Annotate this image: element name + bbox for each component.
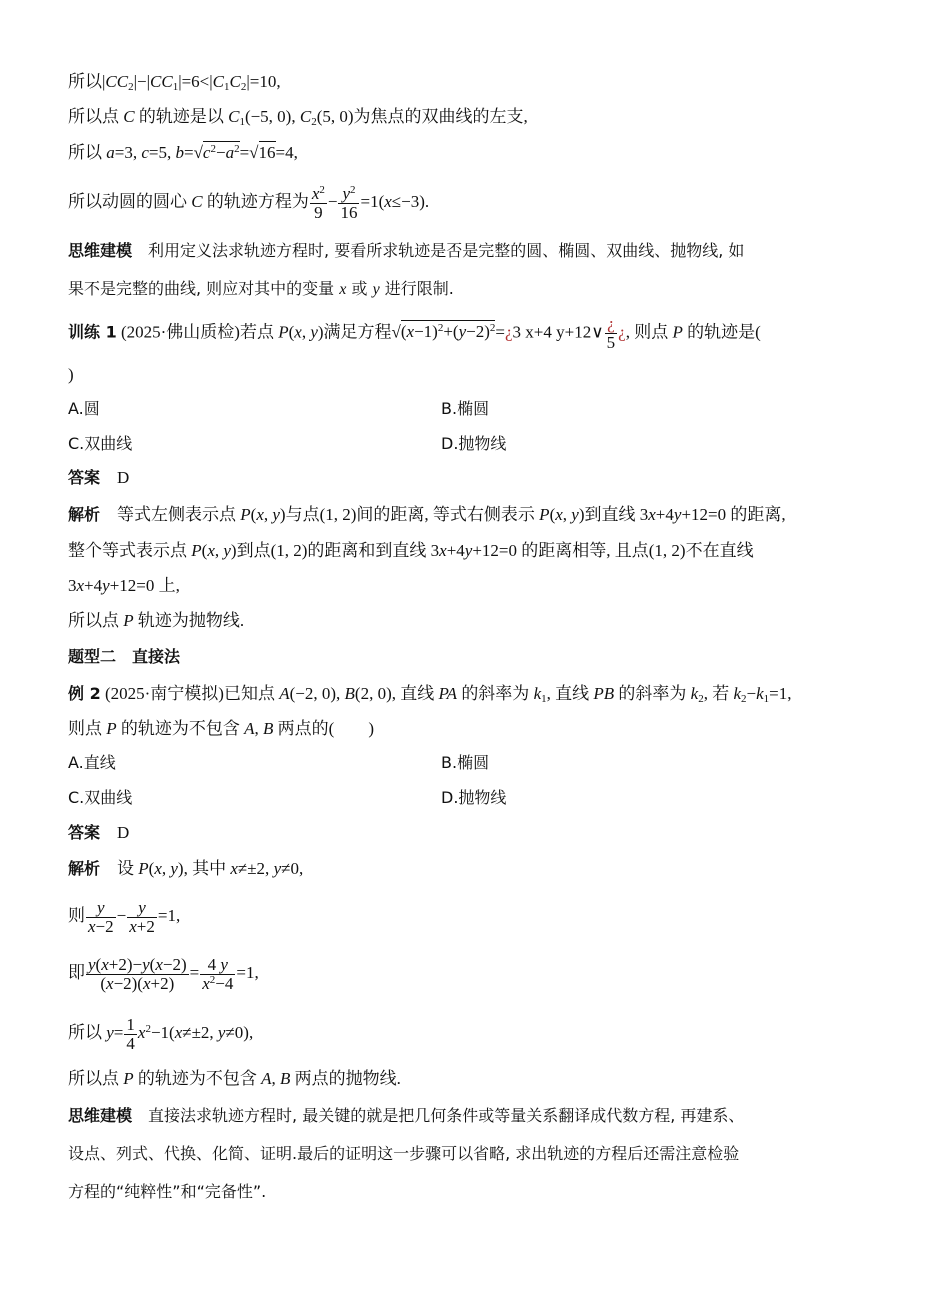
proof-line-4: 所以动圆的圆心 C 的轨迹方程为 $\frac{x^2}{9}$ − $\frac{y^2}{16}$ =1(x≤−3). [68,183,430,222]
fraction-one-quarter: $\frac{1}{4}$ [126,1014,135,1053]
fraction-4y-over-x2-4: $\frac{4 y}{x^2-4}$ [202,954,234,993]
example-2-line-2: 则点 P 的轨迹为不包含 A, B 两点的( ) [68,719,374,738]
solution-1-line-1: 解析 等式左侧表示点 P(x, y)与点(1, 2)间的距离, 等式右侧表示 P(x, y)到直线 3x+4y+12=0 的距离, [68,505,786,524]
exercise-1-close-paren: ) [68,365,74,384]
option-b-2[interactable]: B.椭圆 [441,753,490,772]
section-title-direct-method: 题型二 直接法 [68,647,181,666]
proof-line-3: 所以 a=3, c=5, $b=√c^2-a^2=√16=4$, [68,143,298,162]
tip-1-line-2: 果不是完整的曲线, 则应对其中的变量 x 或 y 进行限制. [68,279,454,298]
solution-2-line-4: 所以 y= $\frac{1}{4}$ $x^2-1(x\ne\pm 2$, y≠0), [68,1014,254,1053]
fraction-over-5: $\frac{¿}{5}$ [606,314,616,352]
tip-2-line-3: 方程的“纯粹性”和“完备性”. [68,1182,267,1201]
solution-2-line-3: 即 $\frac{y(x+2)-y(x-2)}{(x-2)(x+2)}$ = $\frac{4 y}{x^2-4}$ =1, [68,954,259,993]
fraction-y-over-x-minus-2: $\frac{y}{x-2}$ [88,897,114,936]
solution-1-line-2: 整个等式表示点 P(x, y)到点(1, 2)的距离和到直线 3x+4y+12=0 的距离相等, 且点(1, 2)不在直线 [68,541,754,560]
example-2-line-1: 例 2 (2025·南宁模拟)已知点 A(−2, 0), B(2, 0), 直线 PA 的斜率为 $k_1$, 直线 PB 的斜率为 $k_2$, 若 $k_2-k_1=1$, [68,684,792,705]
proof-line-1: 所以$|CC_2|-|CC_1|=6<|C_1C_2|=10$, [68,72,281,93]
option-c[interactable]: C.双曲线 [68,434,133,453]
answer-1: 答案 D [68,468,130,487]
solution-2-line-2: 则 $\frac{y}{x-2}$ − $\frac{y}{x+2}$ =1, [68,897,181,936]
exercise-1-line-1: 训练 1 (2025·佛山质检)若点 P(x, y)满足方程$√(x-1)^2+(y-2)^2=¿3$ x+4 y+12∨ $\frac{¿}{5}$ ¿, 则点 P 的轨迹是( [68,314,761,352]
option-a[interactable]: A.圆 [68,399,100,418]
tip-1-line-1: 思维建模 利用定义法求轨迹方程时, 要看所求轨迹是否是完整的圆、椭圆、双曲线、抛物线, 如 [68,241,745,260]
option-a-2[interactable]: A.直线 [68,753,116,772]
solution-1-line-3: 3x+4y+12=0 上, [68,576,180,595]
proof-line-2: 所以点 C 的轨迹是以 $C_1(-5$, 0), $C_2(5$, 0)为焦点的双曲线的左支, [68,107,528,128]
option-b[interactable]: B.椭圆 [441,399,490,418]
solution-1-line-4: 所以点 P 轨迹为抛物线. [68,611,245,630]
tip-2-line-2: 设点、列式、代换、化简、证明.最后的证明这一步骤可以省略, 求出轨迹的方程后还需注意检验 [68,1144,740,1163]
tip-2-line-1: 思维建模 直接法求轨迹方程时, 最关键的就是把几何条件或等量关系翻译成代数方程, 再建系、 [68,1106,745,1125]
fraction-x2-9: $\frac{x^2}{9}$ [311,183,325,222]
fraction-y2-16: $\frac{y^2}{16}$ [340,183,358,222]
answer-2: 答案 D [68,823,130,842]
option-d-2[interactable]: D.抛物线 [441,788,507,807]
option-d[interactable]: D.抛物线 [441,434,507,453]
solution-2-line-5: 所以点 P 的轨迹为不包含 A, B 两点的抛物线. [68,1069,401,1088]
fraction-combined: $\frac{y(x+2)-y(x-2)}{(x-2)(x+2)}$ [88,954,187,993]
option-c-2[interactable]: C.双曲线 [68,788,133,807]
solution-2-line-1: 解析 设 P(x, y), 其中 x≠±2, y≠0, [68,859,304,878]
fraction-y-over-x-plus-2: $\frac{y}{x+2}$ [129,897,155,936]
